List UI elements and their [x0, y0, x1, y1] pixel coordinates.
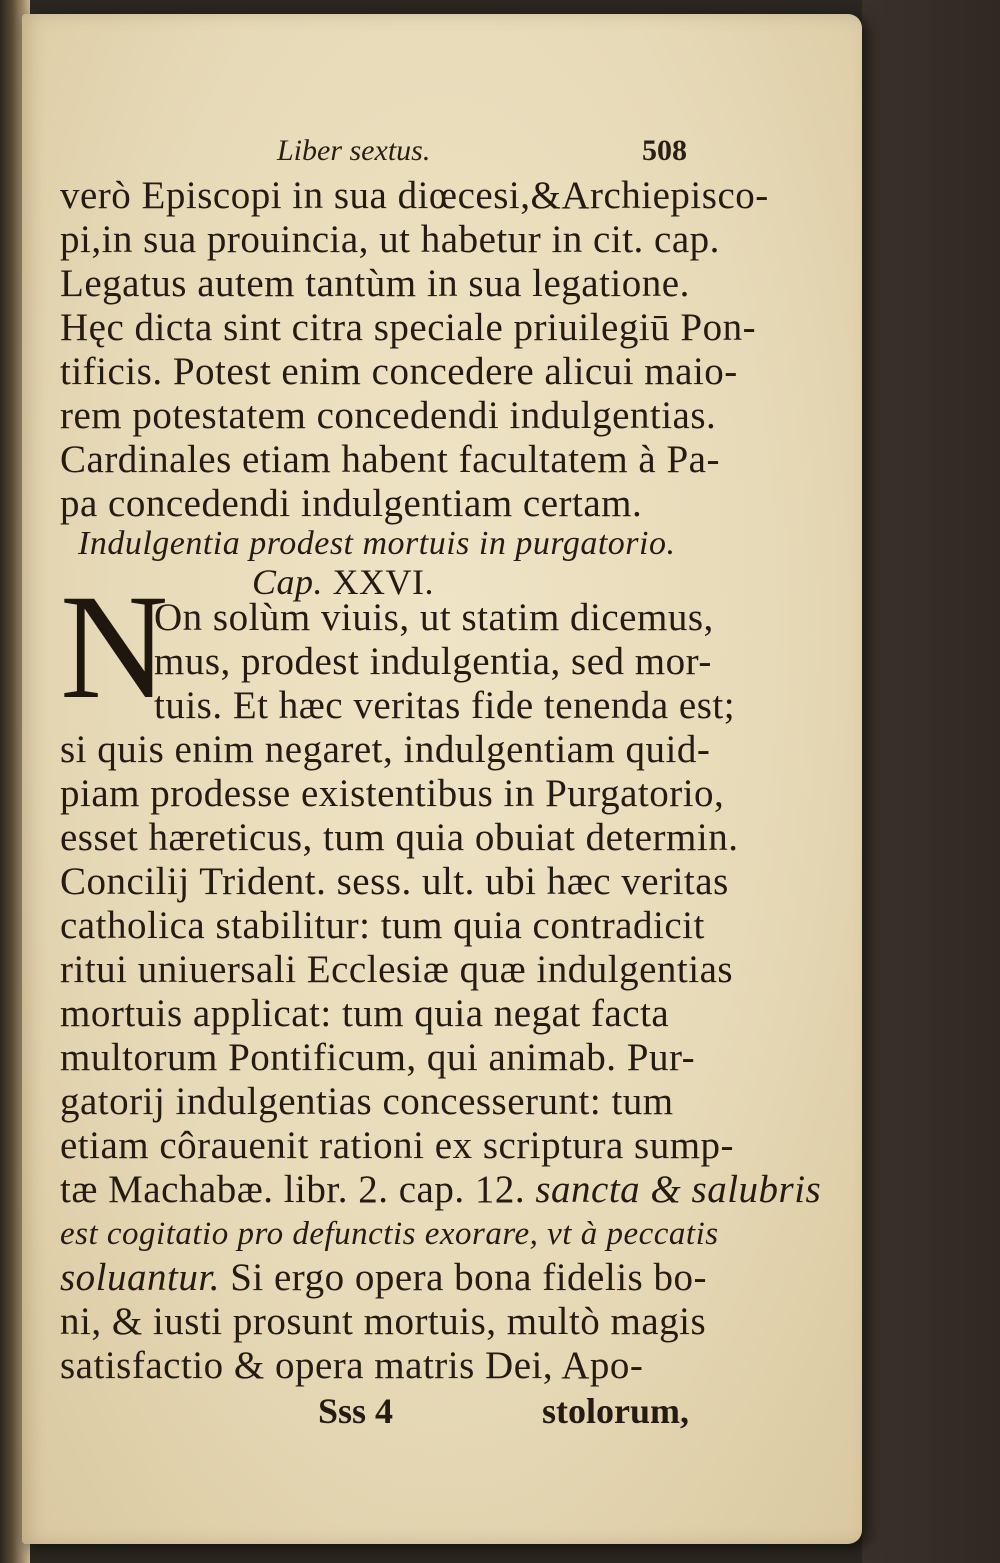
quote-line: est cogitatio pro defunctis exorare, vt à peccatis: [60, 1216, 719, 1252]
page-number: 508: [642, 134, 687, 167]
drop-initial: N: [60, 564, 169, 730]
chapter-label: Cap.: [252, 562, 324, 602]
text-line: On solùm viuis, ut statim dicemus,: [154, 596, 714, 639]
book-page: [22, 14, 862, 1544]
text-line: mortuis applicat: tum quia negat facta: [60, 992, 670, 1035]
text-line: ni, & iusti prosunt mortuis, multò magis: [60, 1300, 707, 1343]
background-right: [862, 0, 1000, 1563]
text-line: catholica stabilitur: tum quia contradicit: [60, 904, 705, 947]
text-line: piam prodesse existentibus in Purgatorio,: [60, 772, 725, 815]
text-line: mus, prodest indulgentia, sed mor-: [154, 640, 712, 683]
text-line: si quis enim negaret, indulgentiam quid-: [60, 728, 711, 771]
text-line: rem potestatem concedendi indulgentias.: [60, 394, 717, 437]
text-line: multorum Pontificum, qui animab. Pur-: [60, 1036, 696, 1079]
page-header: [22, 132, 862, 176]
section-heading: Indulgentia prodest mortuis in purgatorio.: [78, 525, 676, 562]
text-line: Hęc dicta sint citra speciale priuilegiū Pon-: [60, 306, 757, 349]
quote-start: sancta & salubris: [535, 1168, 822, 1211]
text-line: Concilij Trident. sess. ult. ubi hæc veritas: [60, 860, 729, 903]
text-line: pi,in sua prouincia, ut habetur in cit. cap.: [60, 218, 720, 261]
text-line: tuis. Et hæc veritas fide tenenda est;: [154, 684, 736, 727]
quote-end: soluantur.: [60, 1256, 220, 1299]
text-line: etiam côrauenit rationi ex scriptura sump-: [60, 1124, 735, 1167]
text-line: [60, 1256, 707, 1300]
text-line: ritui uniuersali Ecclesiæ quæ indulgentias: [60, 948, 734, 991]
text-line: verò Episcopi in sua diœcesi,&Archiepisco-: [60, 174, 769, 217]
page-footer: [22, 1390, 862, 1440]
text-line: satisfactio & opera matris Dei, Apo-: [60, 1344, 644, 1387]
chapter-number: XXVI.: [332, 562, 434, 602]
text-line: gatorij indulgentias concesserunt: tum: [60, 1080, 674, 1123]
text-line: Legatus autem tantùm in sua legatione.: [60, 262, 690, 305]
running-title: Liber sextus.: [277, 134, 431, 167]
text-line: Cardinales etiam habent facultatem à Pa-: [60, 438, 720, 481]
catchword: stolorum,: [542, 1391, 689, 1431]
signature-mark: Sss 4: [318, 1391, 394, 1431]
text-line: tificis. Potest enim concedere alicui maio-: [60, 350, 738, 393]
text-line: pa concedendi indulgentiam certam.: [60, 482, 643, 525]
text-line: esset hæreticus, tum quia obuiat determin.: [60, 816, 739, 859]
text-line: [60, 1168, 821, 1212]
citation: tæ Machabæ. libr. 2. cap. 12.: [60, 1168, 526, 1211]
text-span: Si ergo opera bona fidelis bo-: [230, 1256, 707, 1299]
